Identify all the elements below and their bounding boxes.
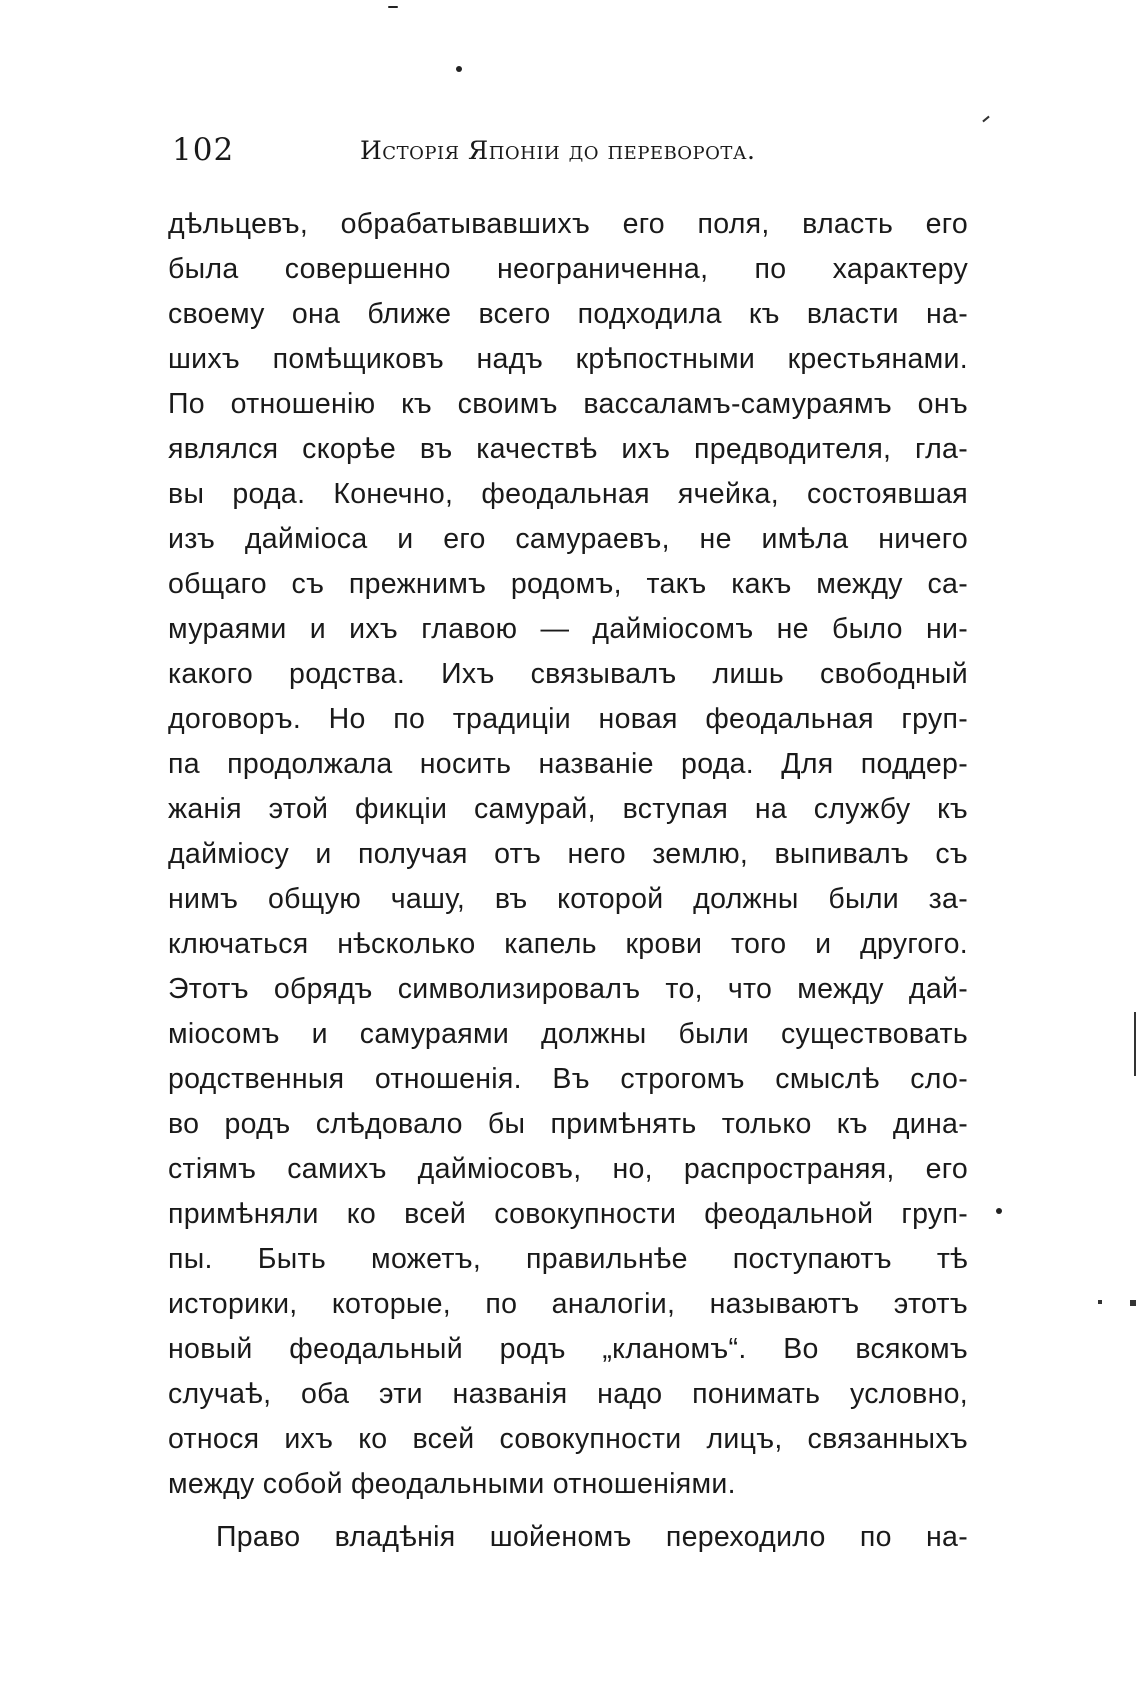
text-line: пы. Быть можетъ, правильнѣе поступаютъ тѣ <box>168 1243 968 1275</box>
print-speck <box>996 1208 1002 1214</box>
text-line: своему она ближе всего подходила къ власти на- <box>168 298 968 330</box>
text-line: примѣняли ко всей совокупности феодальной груп- <box>168 1198 968 1230</box>
print-speck <box>388 6 398 8</box>
text-line: ключаться нѣсколько капель крови того и другого. <box>168 928 968 960</box>
body-text <box>168 202 968 1560</box>
text-line: во родъ слѣдовало бы примѣнять только къ дина- <box>168 1108 968 1140</box>
text-line: относя ихъ ко всей совокупности лицъ, связанныхъ <box>168 1423 968 1455</box>
text-line: стіямъ самихъ дайміосовъ, но, распространяя, его <box>168 1153 968 1185</box>
text-line: историки, которые, по аналогіи, называютъ этотъ <box>168 1288 968 1320</box>
next-paragraph-line: Право владѣнія шойеномъ переходило по на- <box>216 1521 968 1553</box>
scan-edge-mark <box>982 116 989 123</box>
scan-edge-mark <box>1130 1300 1136 1306</box>
text-line: новый феодальный родъ „кланомъ“. Во всякомъ <box>168 1333 968 1365</box>
text-line: па продолжала носить названіе рода. Для поддер- <box>168 748 968 780</box>
text-line: родственныя отношенія. Въ строгомъ смыслѣ сло- <box>168 1063 968 1095</box>
text-line: шихъ помѣщиковъ надъ крѣпостными крестьянами. <box>168 343 968 375</box>
page-header <box>172 132 962 184</box>
scan-edge-mark <box>1098 1300 1102 1304</box>
text-line: изъ дайміоса и его самураевъ, не имѣла ничего <box>168 523 968 555</box>
text-line: дѣльцевъ, обрабатывавшихъ его поля, власть его <box>168 208 968 240</box>
print-speck <box>456 66 462 72</box>
text-line: была совершенно неограниченна, по характеру <box>168 253 968 285</box>
text-line: Этотъ обрядъ символизировалъ то, что между дай- <box>168 973 968 1005</box>
text-line: жанія этой фикціи самурай, вступая на службу къ <box>168 793 968 825</box>
text-line: вы рода. Конечно, феодальная ячейка, состоявшая <box>168 478 968 510</box>
text-line: нимъ общую чашу, въ которой должны были за- <box>168 883 968 915</box>
text-line: какого родства. Ихъ связывалъ лишь свободный <box>168 658 968 690</box>
page-number: 102 <box>172 132 235 168</box>
running-title: Исторія Японіи до переворота. <box>360 136 756 165</box>
text-line: договоръ. Но по традиціи новая феодальная груп- <box>168 703 968 735</box>
text-line: По отношенію къ своимъ вассаламъ-самураямъ онъ <box>168 388 968 420</box>
text-line: являлся скорѣе въ качествѣ ихъ предводителя, гла- <box>168 433 968 465</box>
text-line: міосомъ и самураями должны были существовать <box>168 1018 968 1050</box>
text-line: общаго съ прежнимъ родомъ, такъ какъ между са- <box>168 568 968 600</box>
scan-edge-mark <box>1134 1012 1136 1076</box>
text-line: случаѣ, оба эти названія надо понимать условно, <box>168 1378 968 1410</box>
paragraph-end-line: между собой феодальными отношеніями. <box>168 1468 736 1500</box>
text-line: мураями и ихъ главою — дайміосомъ не было ни- <box>168 613 968 645</box>
text-line: дайміосу и получая отъ него землю, выпивалъ съ <box>168 838 968 870</box>
